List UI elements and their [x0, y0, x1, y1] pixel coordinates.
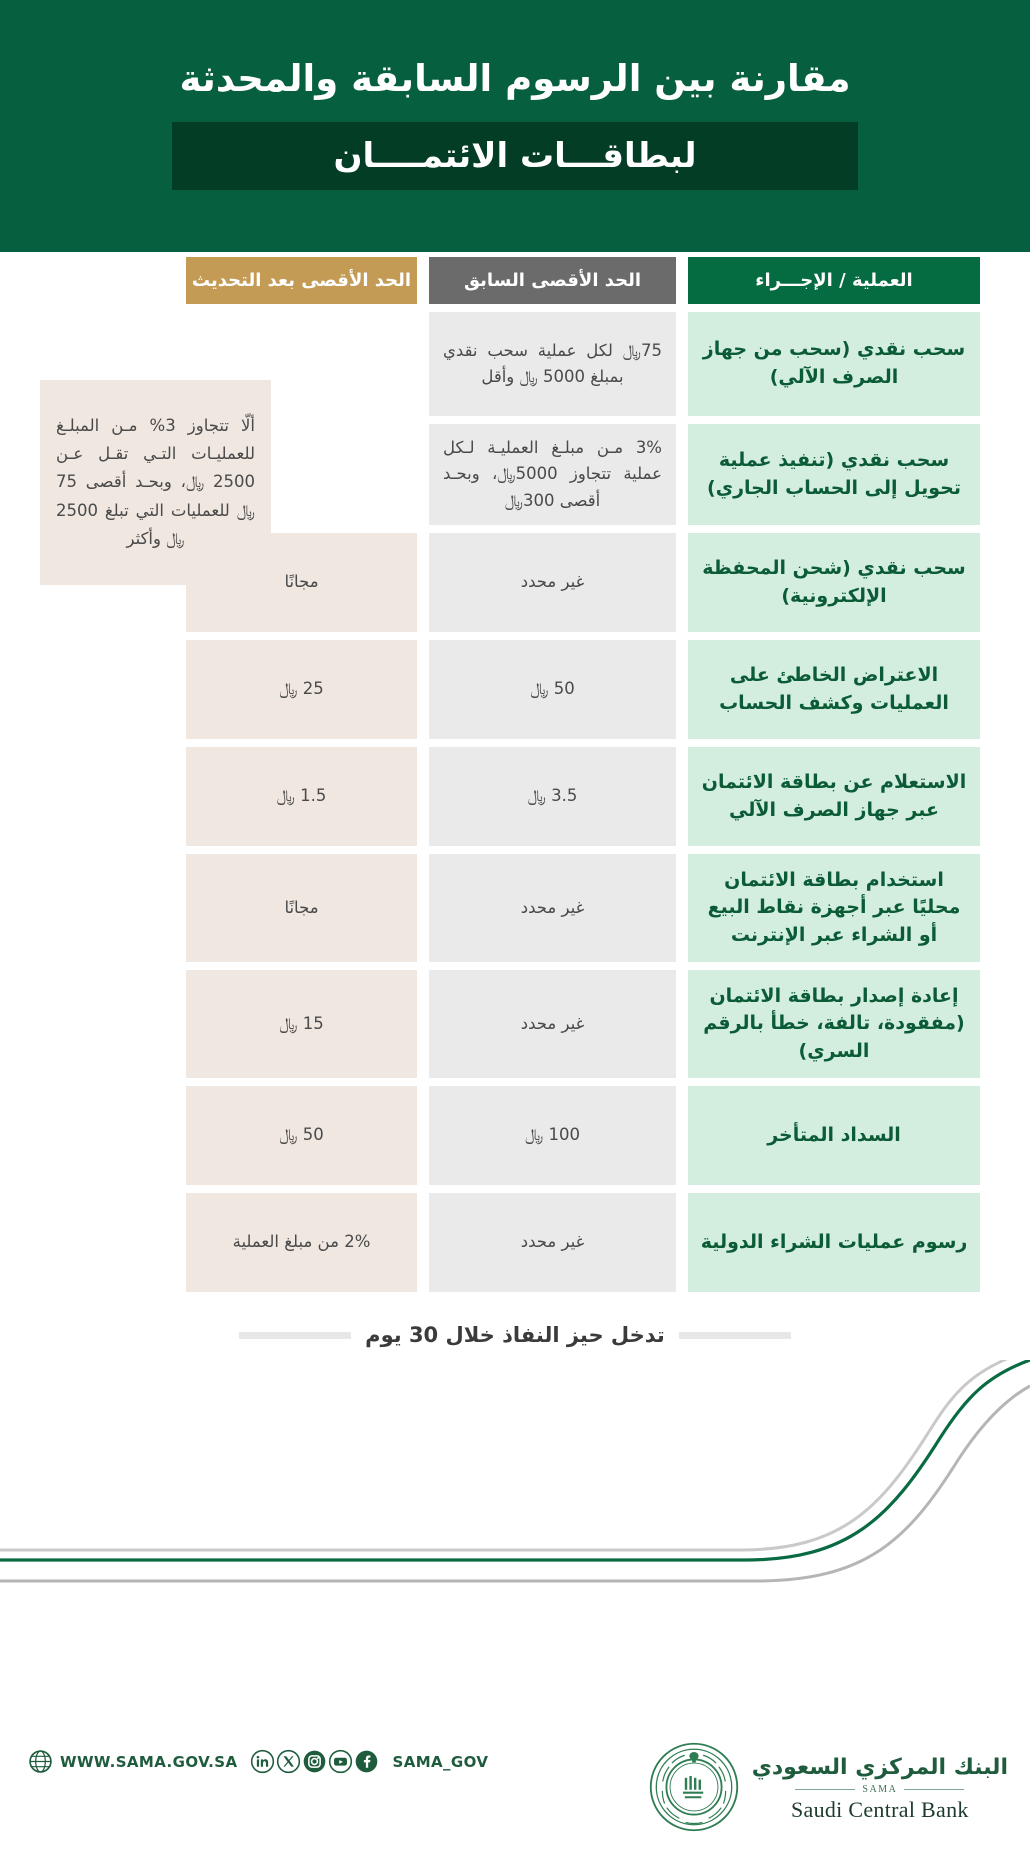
linkedin-icon[interactable]: [250, 1749, 275, 1774]
page-title: مقارنة بين الرسوم السابقة والمحدثة: [179, 57, 851, 100]
cell-action: إعادة إصدار بطاقة الائتمان (مفقودة، تالفة، خطأ بالرقم السري): [688, 970, 980, 1078]
column-header-updated-limit: الحد الأقصى بعد التحديث: [186, 257, 417, 304]
bank-logo-text: [752, 1755, 1008, 1823]
header-banner: [0, 0, 1030, 252]
cell-previous-limit: 3.5 ﷼: [429, 747, 676, 846]
bank-seal-icon: [648, 1741, 740, 1837]
bank-logo: [648, 1741, 1008, 1837]
table-row: [0, 1086, 1030, 1185]
cell-updated-limit: 1.5 ﷼: [186, 747, 417, 846]
cell-previous-limit: غير محدد: [429, 533, 676, 632]
bank-name-english: Saudi Central Bank: [790, 1797, 969, 1823]
cell-updated-limit: 25 ﷼: [186, 640, 417, 739]
cell-updated-limit: مجانًا: [186, 533, 417, 632]
cell-updated-limit: 15 ﷼: [186, 970, 417, 1078]
cell-previous-limit: غير محدد: [429, 970, 676, 1078]
social-links: [28, 1749, 488, 1774]
facebook-icon[interactable]: [354, 1749, 379, 1774]
globe-icon: [28, 1749, 53, 1774]
x-twitter-icon[interactable]: [276, 1749, 301, 1774]
decorative-swoosh: [0, 1360, 1030, 1660]
table-row: [0, 747, 1030, 846]
subtitle-box: [172, 122, 858, 190]
cell-action: سحب نقدي (تنفيذ عملية تحويل إلى الحساب الجاري): [688, 424, 980, 525]
cell-updated-limit: 2% من مبلغ العملية: [186, 1193, 417, 1292]
effective-date-note: [0, 1323, 1030, 1347]
table-row: [0, 640, 1030, 739]
cell-previous-limit: 100 ﷼: [429, 1086, 676, 1185]
cell-previous-limit: 75﷼ لكل عملية سحب نقدي بمبلغ 5000 ﷼ وأقل: [429, 312, 676, 416]
table-row: [0, 854, 1030, 962]
cell-updated-limit: 50 ﷼: [186, 1086, 417, 1185]
cell-action: استخدام بطاقة الائتمان محليًا عبر أجهزة نقاط البيع أو الشراء عبر الإنترنت: [688, 854, 980, 962]
cell-action: سحب نقدي (شحن المحفظة الإلكترونية): [688, 533, 980, 632]
website-url[interactable]: WWW.SAMA.GOV.SA: [60, 1752, 238, 1771]
social-icon-group: [250, 1749, 379, 1774]
instagram-icon[interactable]: [302, 1749, 327, 1774]
social-handle[interactable]: SAMA_GOV: [392, 1752, 489, 1771]
cell-previous-limit: 50 ﷼: [429, 640, 676, 739]
cell-previous-limit: غير محدد: [429, 854, 676, 962]
table-body: [0, 312, 1030, 1292]
footer-bar: [0, 1735, 1030, 1831]
note-text: تدخل حيز النفاذ خلال 30 يوم: [365, 1323, 665, 1347]
cell-action: الاستعلام عن بطاقة الائتمان عبر جهاز الصرف الآلي: [688, 747, 980, 846]
cell-action: سحب نقدي (سحب من جهاز الصرف الآلي): [688, 312, 980, 416]
table-header-row: [0, 257, 1030, 304]
cell-updated-limit: مجانًا: [186, 854, 417, 962]
column-header-previous-limit: الحد الأقصى السابق: [429, 257, 676, 304]
table-row: [0, 970, 1030, 1078]
cell-previous-limit: 3% مـن مبلـغ العمليـة لـكل عملية تتجاوز 5000﷼، وبحـد أقصى 300﷼: [429, 424, 676, 525]
fees-comparison-table: [0, 252, 1030, 1300]
cell-action: الاعتراض الخاطئ على العمليات وكشف الحساب: [688, 640, 980, 739]
page-subtitle: لبطاقـــات الائتمــــان: [333, 136, 697, 176]
merged-updated-limit-cell: ألّا تتجاوز 3% مـن المبلـغ للعمليـات التـي تقـل عـن 2500 ﷼، وبحـد أقصى 75 ﷼ للعمليات التي تبلغ 2500 ﷼ وأكثر: [40, 380, 271, 585]
cell-action: السداد المتأخر: [688, 1086, 980, 1185]
logo-separator: [752, 1784, 1008, 1795]
youtube-icon[interactable]: [328, 1749, 353, 1774]
bank-name-arabic: البنك المركزي السعودي: [751, 1754, 1008, 1780]
note-divider-right: [679, 1332, 791, 1339]
cell-action: رسوم عمليات الشراء الدولية: [688, 1193, 980, 1292]
note-divider-left: [239, 1332, 351, 1339]
column-header-action: العملية / الإجـــراء: [688, 257, 980, 304]
table-row: [0, 1193, 1030, 1292]
cell-previous-limit: غير محدد: [429, 1193, 676, 1292]
bank-abbreviation: SAMA: [862, 1784, 898, 1796]
